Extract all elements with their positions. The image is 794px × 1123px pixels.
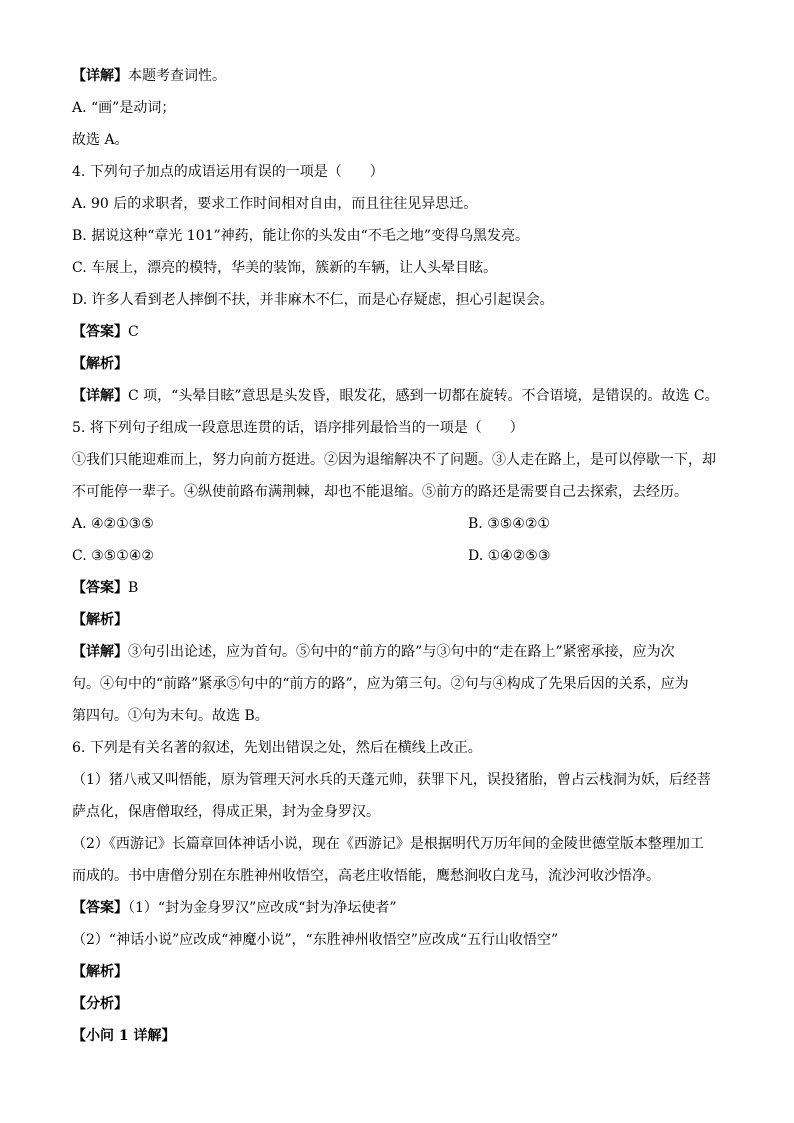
options-row	[72, 546, 722, 566]
answer-line	[72, 578, 138, 598]
option-c	[72, 258, 497, 278]
section-tag: 【答案】	[72, 324, 128, 340]
line-text: 6. 下列是有关名著的叙述，先划出错误之处，然后在横线上改正。	[72, 740, 482, 756]
line-text: A. 90 后的求职者，要求工作时间相对自由，而且往往见异思迁。	[72, 196, 478, 212]
text-line	[72, 930, 558, 950]
line-text: 第四句。①句为末句。故选 B。	[72, 708, 269, 724]
line-text: C. 车展上，漂亮的模特，华美的装饰，簇新的车辆，让人头晕目眩。	[72, 260, 498, 276]
section-tag: 【解析】	[72, 612, 128, 628]
answer-line	[72, 898, 397, 918]
option-b	[72, 226, 529, 246]
text-line	[72, 706, 269, 726]
text-line	[72, 674, 689, 694]
section-tag: 【答案】	[72, 900, 128, 916]
analysis-heading	[72, 354, 128, 374]
analysis-heading	[72, 610, 128, 630]
section-tag: 【详解】	[72, 388, 128, 404]
detail-line	[72, 66, 226, 86]
line-text: （1）猪八戒又叫悟能，原为管理天河水兵的天蓬元帅，获罪下凡，误投猪胎，曾占云栈洞为妖，后经菩	[72, 772, 711, 788]
section-tag: 【详解】	[72, 68, 128, 84]
option-d	[72, 290, 554, 310]
text-line	[72, 834, 704, 854]
line-text: （2）《西游记》长篇章回体神话小说，现在《西游记》是根据明代万历年间的金陵世德堂版本整理加工	[72, 836, 704, 852]
line-text: （2）“神话小说”应改成“神魔小说”，“东胜神州收悟空”应改成“五行山收悟空”	[72, 932, 559, 948]
option-c: C. ③⑤①④②	[72, 548, 154, 564]
section-tag: 【解析】	[72, 356, 128, 372]
line-text: B	[128, 580, 139, 596]
section-tag: 【详解】	[72, 644, 128, 660]
line-text: ①我们只能迎难而上，努力向前方挺进。②因为退缩解决不了问题。③人走在路上，是可以停歇一下，却	[72, 452, 716, 468]
option-d: D. ①④②⑤③	[468, 548, 551, 564]
line-text: C 项，“头晕目眩”意思是头发昏，眼发花，感到一切都在旋转。不合语境，是错误的。故选 C。	[128, 388, 719, 404]
line-text: 故选 A。	[72, 132, 129, 148]
sub-question-heading	[72, 1026, 176, 1046]
section-tag: 【分析】	[72, 996, 128, 1012]
question-4-stem	[72, 162, 384, 182]
text-line	[72, 482, 688, 502]
line-text: 本题考查词性。	[128, 68, 226, 84]
line-text: 而成的。书中唐僧分别在东胜神州收悟空，高老庄收悟能，鹰愁涧收白龙马，流沙河收沙悟净。	[72, 868, 660, 884]
line-text: B. 据说这种“章光 101”神药，能让你的头发由“不毛之地”变得乌黑发亮。	[72, 228, 529, 244]
line-text: A. “画”是动词；	[72, 100, 176, 116]
line-text: 4. 下列句子加点的成语运用有误的一项是（ ）	[72, 164, 384, 180]
option-b: B. ③⑤④②①	[468, 516, 550, 532]
section-tag: 【小问 1 详解】	[72, 1028, 176, 1044]
detail-line	[72, 386, 719, 406]
analysis-heading	[72, 962, 128, 982]
section-tag: 【解析】	[72, 964, 128, 980]
options-row	[72, 514, 722, 534]
line-text: 5. 将下列句子组成一段意思连贯的话，语序排列最恰当的一项是（ ）	[72, 420, 524, 436]
line-text: （1）“封为金身罗汉”应改成“封为净坛使者”	[128, 900, 397, 916]
line-text: 不可能停一辈子。④纵使前路布满荆棘，却也不能退缩。⑤前方的路还是需要自己去探索，去经历。	[72, 484, 688, 500]
line-text: ③句引出论述，应为首句。⑤句中的“前方的路”与③句中的“走在路上”紧密承接，应为次	[128, 644, 675, 660]
question-6-stem	[72, 738, 482, 758]
text-line	[72, 770, 711, 790]
option-a	[72, 194, 477, 214]
question-5-stem	[72, 418, 524, 438]
text-line	[72, 802, 380, 822]
section-tag: 【答案】	[72, 580, 128, 596]
line-text: D. 许多人看到老人摔倒不扶，并非麻木不仁，而是心存疑虑，担心引起误会。	[72, 292, 554, 308]
answer-line	[72, 322, 139, 342]
line-text: 萨点化，保唐僧取经，得成正果，封为金身罗汉。	[72, 804, 380, 820]
line-text: C	[128, 324, 139, 340]
text-line	[72, 98, 175, 118]
option-a: A. ④②①③⑤	[72, 516, 154, 532]
text-line	[72, 130, 129, 150]
analysis-heading	[72, 994, 128, 1014]
text-line	[72, 450, 716, 470]
detail-line	[72, 642, 675, 662]
line-text: 句。④句中的“前路”紧承⑤句中的“前方的路”，应为第三句。②句与④构成了先果后因的关系，应为	[72, 676, 689, 692]
text-line	[72, 866, 660, 886]
